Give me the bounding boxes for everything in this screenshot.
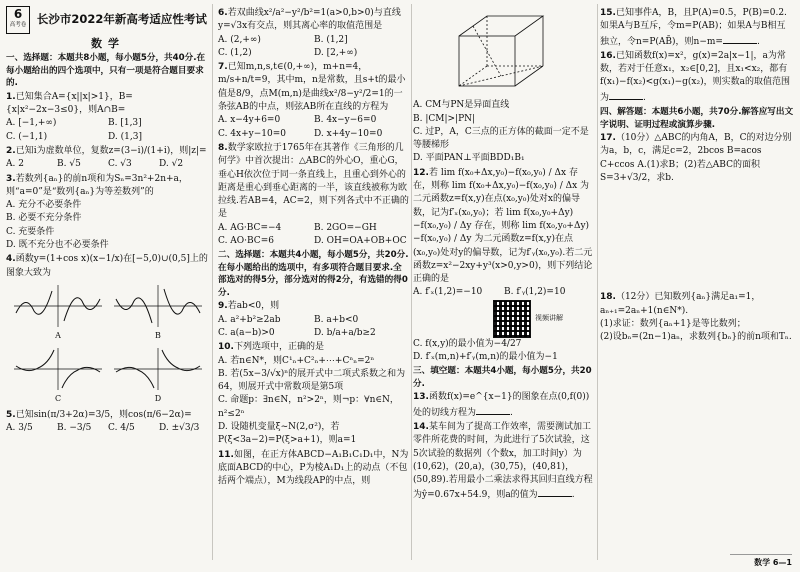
option-d: D. 设随机变量ξ~N(2,σ²)，若P(ξ<3a−2)=P(ξ>a+1)，则a=1 xyxy=(218,422,357,446)
option-c: C. (−1,1) xyxy=(6,131,48,142)
option-c: C. 命题p：∃n∈N，n²>2ⁿ，则¬p：∀n∈N，n²≤2ⁿ xyxy=(218,395,399,419)
question-2: 2.已知i为虚数单位，复数z=(3−i)/(1+i)，则|z|= A. 2 B. √5 C. √3 D. √2 xyxy=(6,145,210,172)
option-a: A. [−1,+∞) xyxy=(6,118,57,129)
option-d: D. f′ₓ(m,n)+f′ᵧ(m,n)的最小值为−1 xyxy=(413,352,558,363)
option-b: B. (1,2] xyxy=(314,34,348,45)
option-c: C. 过P，A，C三点的正方体的截面一定不是等腰梯形 xyxy=(413,126,589,151)
graph-options xyxy=(12,283,210,406)
option-a: A. f′ₓ(1,2)=−10 xyxy=(413,287,483,298)
exam-title: 长沙市2022年新高考适应性考试 xyxy=(36,12,207,27)
question-3: 3.若数列{aₙ}的前n项和为Sₙ=3n²+2n+a，则“a=0”是“数列{aₙ}为等差数列”的 A. 充分不必要条件 B. 必要不充分条件 C. 充要条件 D. 既不充分也不必要条件 xyxy=(6,173,210,253)
cube-figure xyxy=(453,12,553,90)
column-divider xyxy=(597,4,598,560)
graph-a-plot xyxy=(12,283,104,329)
graph-b-plot xyxy=(112,283,204,329)
part-2: (2)设bₙ=(2n−1)aₙ，求数列{bₙ}的前n项和Tₙ. xyxy=(600,332,792,343)
option-b: B. −3/5 xyxy=(57,422,92,433)
option-d: D. (1,3] xyxy=(108,131,142,142)
option-c: C. 4x+y−10=0 xyxy=(218,128,286,139)
option-b: B. f′ᵧ(1,2)=10 xyxy=(504,287,566,298)
question-11-options xyxy=(413,99,595,165)
question-15: 15.已知事件A，B，且P(A)=0.5，P(B)=0.2.如果A与B互斥，令m=P(AB)；如果A与B相互独立，令n=P(AB̄)，则n−m= . xyxy=(600,8,787,47)
option-d: D. x+4y−10=0 xyxy=(314,128,383,139)
subject-title: 数学 xyxy=(91,37,125,50)
column-4 xyxy=(600,6,794,345)
option-a: A. a²+b²≥2ab xyxy=(218,314,281,325)
qr-code[interactable] xyxy=(493,300,531,338)
column-divider xyxy=(212,4,213,560)
option-b: B. a+b<0 xyxy=(314,314,359,325)
column-2 xyxy=(218,6,410,490)
option-c: C. 充要条件 xyxy=(6,226,55,237)
option-c: C. (1,2) xyxy=(218,47,252,58)
answer-space xyxy=(600,186,794,290)
answer-blank xyxy=(476,405,510,415)
paper-number-badge: 6 高考卷 xyxy=(6,6,30,34)
question-16: 16.已知函数f(x)=x²，g(x)=2a|x−1|，a为常数，若对于任意x₁，x₂∈[0,2]，且x₁<x₂，都有f(x₁)−f(x₂)<g(x₁)−g(x₂)，则实数a的取值范围为 . xyxy=(600,50,790,103)
option-a: A. (2,+∞) xyxy=(218,34,261,45)
option-c: C. √3 xyxy=(108,159,132,170)
question-14: 14.某车间为了提高工作效率，需要测试加工零件所花费的时间，为此进行了5次试验，这5次试验的数据列（个数x，加工时间y）为(10,62)，(20,a)，(30,75)，(40,81)，(50,89).若用最小二乘法求得其回归直线方程为ŷ=0.67x+54.9，则a的值为 . xyxy=(413,421,593,501)
column-3 xyxy=(413,6,595,504)
option-a: A. 若n∈N*，则C¹ₙ+C²ₙ+⋯+Cⁿₙ=2ⁿ xyxy=(218,355,375,366)
question-18: 18.（12分）已知数列{aₙ}满足a₁=1，aₙ₊₁=2aₙ+1(n∈N*). (1)求证：数列{aₙ+1}是等比数列； (2)设bₙ=(2n−1)aₙ，求数列{bₙ}的前n项和Tₙ. xyxy=(600,291,794,344)
option-a: A. 充分不必要条件 xyxy=(6,200,82,211)
question-4: 4.函数y=(1+cos x)(x−1/x)在[−5,0)∪(0,5]上的图象大致为 A B C D xyxy=(6,253,210,405)
column-divider xyxy=(411,4,412,560)
page-footer: 数学 6—1 xyxy=(730,554,792,568)
question-13: 13.函数f(x)=e^{x−1}的图象在点(0,f(0))处的切线方程为 . xyxy=(413,392,590,418)
question-7: 7.已知m,n,s,t∈(0,+∞)，m+n=4，m/s+n/t=9，其中m，n是常数，且s+t的最小值是8/9，点M(m,n)是曲线x²/8−y²/2=1的一条弦AB的中点，则弦AB所在直线的方程为 A. x−4y+6=0 B. 4x−y−6=0 C. 4x+y−10=0 D. x+4y−10=0 xyxy=(218,61,410,141)
graph-option-a: A xyxy=(12,283,104,342)
option-b: B. 若(5x−3/√x)ⁿ的展开式中二项式系数之和为64，则展开式中常数项是第5项 xyxy=(218,368,406,393)
answer-blank xyxy=(723,34,757,44)
option-d: D. b/a+a/b≥2 xyxy=(314,327,376,338)
question-11: 11.如图，在正方体ABCD−A₁B₁C₁D₁中，N为底面ABCD的中心，P为棱A₁D₁上的动点（不包括两个端点），M为线段AP的中点，则 xyxy=(218,449,409,487)
graph-c-plot xyxy=(12,346,104,392)
option-d: D. √2 xyxy=(159,159,184,170)
option-a: A. CM与PN是异面直线 xyxy=(413,100,510,111)
option-b: B. |CM|>|PN| xyxy=(413,113,476,124)
question-6: 6.若双曲线x²/a²−y²/b²=1(a>0,b>0)与直线y=√3x有交点，则其离心率的取值范围是 A. (2,+∞) B. (1,2] C. (1,2) D. [2,+∞) xyxy=(218,7,410,60)
question-1: 1.已知集合A={x||x|>1}，B={x|x²−2x−3≤0}，则A∩B= A. [−1,+∞) B. [1,3] C. (−1,1) D. (1,3] xyxy=(6,91,210,144)
option-d: D. [2,+∞) xyxy=(314,47,358,58)
option-c: C. f(x,y)的最小值为−4/27 xyxy=(413,338,522,349)
option-a: A. AG·BC=−4 xyxy=(218,222,282,233)
graph-option-b: B xyxy=(112,283,204,342)
option-b: B. √5 xyxy=(57,159,81,170)
option-c: C. a(a−b)>0 xyxy=(218,327,275,338)
section-single-choice: 一、选择题：本题共8小题，每小题5分，共40分.在每小题给出的四个选项中，只有一项是符合题目要求的. xyxy=(6,53,206,89)
header xyxy=(6,6,210,34)
option-c: C. AO·BC=6 xyxy=(218,236,274,247)
qr-label: 视频讲解 xyxy=(535,314,563,323)
graph-option-c: C xyxy=(12,346,104,405)
graph-d-plot xyxy=(112,346,204,392)
option-b: B. 4x−y−6=0 xyxy=(314,115,377,126)
option-b: B. 必要不充分条件 xyxy=(6,213,82,224)
option-b: B. 2GO=−GH xyxy=(314,222,377,233)
video-explanation[interactable] xyxy=(493,300,595,338)
section-multi-choice: 二、选择题：本题共4小题，每小题5分，共20分.在每小题给出的选项中，有多项符合题目要求.全部选对的得5分，部分选对的得2分，有选错的得0分. xyxy=(218,250,409,298)
answer-blank xyxy=(609,90,643,100)
option-d: D. 平面PAN⊥平面BDD₁B₁ xyxy=(413,153,525,164)
question-17: 17.（10分）△ABC的内角A，B，C的对边分别为a，b，c，满足c=2，2bcos B=acos C+ccos A.(1)求B；(2)若△ABC的面积S=3+√3/2，求b. xyxy=(600,133,792,183)
option-a: A. x−4y+6=0 xyxy=(218,115,281,126)
option-c: C. 4/5 xyxy=(108,422,135,433)
option-d: D. ±√3/3 xyxy=(159,422,200,433)
question-8: 8.数学家欧拉于1765年在其著作《三角形的几何学》中首次提出：△ABC的外心O，重心G，垂心H依次位于同一条直线上，且重心到外心的距离是重心到垂心距离的一半，该直线被称为欧拉线.若AB=4，AC=2，则下列各式中不正确的是 A. AG·BC=−4 B. 2GO=−GH C. AO·BC=6 D. OH=OA+OB+OC xyxy=(218,142,410,248)
part-1: (1)求证：数列{aₙ+1}是等比数列； xyxy=(600,318,746,329)
question-10: 10.下列选项中，正确的是 A. 若n∈N*，则C¹ₙ+C²ₙ+⋯+Cⁿₙ=2ⁿ B. 若(5x−3/√x)ⁿ的展开式中二项式系数之和为64，则展开式中常数项是第5项 C. 命题p：∃n∈N，n²>2ⁿ，则¬p：∀n∈N，n²≤2ⁿ D. 设随机变量ξ~N(2,σ²)，若P(ξ<3a−2)=P(ξ>a+1)，则a=1 xyxy=(218,341,410,447)
section-fill-blank: 三、填空题：本题共4小题，每小题5分，共20分. xyxy=(413,366,592,389)
question-9: 9.若ab<0，则 A. a²+b²≥2ab B. a+b<0 C. a(a−b)>0 D. b/a+a/b≥2 xyxy=(218,300,410,340)
column-1 xyxy=(6,6,210,436)
option-a: A. 3/5 xyxy=(6,422,33,433)
option-d: D. 既不充分也不必要条件 xyxy=(6,240,109,251)
section-solve: 四、解答题：本题共6小题，共70分.解答应写出文字说明、证明过程或演算步骤. xyxy=(600,107,794,130)
option-b: B. [1,3] xyxy=(108,118,142,129)
option-a: A. 2 xyxy=(6,159,24,170)
question-12: 12.若 lim f(x₀+Δx,y₀)−f(x₀,y₀) / Δx 存在，则称 lim f(x₀+Δx,y₀)−f(x₀,y₀) / Δx 为二元函数z=f(x,y)在点(x₀,y₀)处对x的偏导数，记为f′ₓ(x₀,y₀)；若 lim f(x₀,y₀+Δy)−f(x₀,y₀) / Δy 存在，则称 lim f(x₀,y₀+Δy)−f(x₀,y₀) / Δy 为二元函数z=f(x,y)在点(x₀,y₀)处对y的偏导数，记为f′ᵧ(x₀,y₀).若二元函数z=x²−2xy+y³(x>0,y>0)，则下列结论正确的是 A. f′ₓ(1,2)=−10 B. f′ᵧ(1,2)=10 视频讲解 C. f(x,y)的最小值为−4/27 D. f′ₓ(m,n)+f′ᵧ(m,n)的最小值为−1 xyxy=(413,167,595,365)
option-d: D. OH=OA+OB+OC xyxy=(314,236,407,247)
answer-blank xyxy=(538,487,572,497)
question-5: 5.已知sin(π/3+2α)=3/5，则cos(π/6−2α)= A. 3/5 B. −3/5 C. 4/5 D. ±√3/3 xyxy=(6,409,210,436)
graph-option-d: D xyxy=(112,346,204,405)
